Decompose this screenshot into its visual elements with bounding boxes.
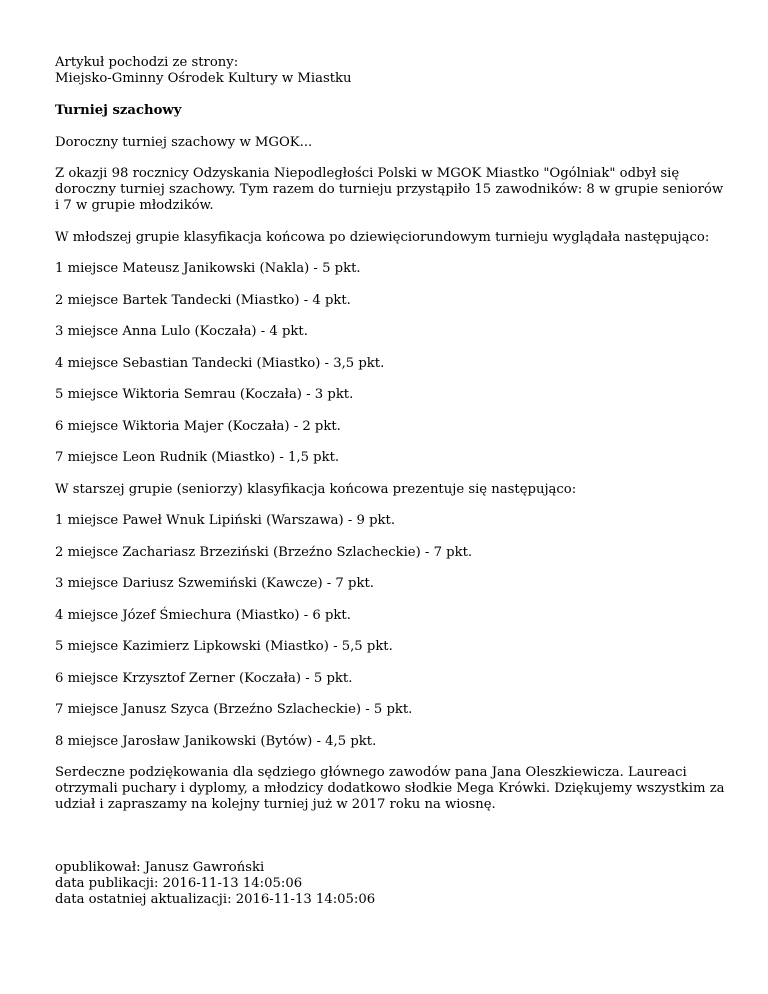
updated-date: data ostatniej aktualizacji: 2016-11-13 14:05:06 (55, 892, 376, 907)
publication-info (55, 860, 725, 908)
source-label: Artykuł pochodzi ze strony: (55, 55, 239, 70)
article-lead: Doroczny turniej szachowy w MGOK... (55, 134, 313, 150)
juniors-result: 1 miejsce Mateusz Janikowski (Nakla) - 5 pkt. (55, 261, 361, 276)
seniors-result: 1 miejsce Paweł Wnuk Lipiński (Warszawa) - 9 pkt. (55, 513, 396, 528)
article-closing: Serdeczne podziękowania dla sędziego głównego zawodów pana Jana Oleszkiewicza. Laureaci otrzymali puchary i dyplomy, a młodzicy dodatkowo słodkie Mega Krówki. Dziękujemy wszystkim za udział i zapraszamy na kolejny turniej już w 2017 roku na wiosnę. (55, 765, 725, 812)
juniors-result: 2 miejsce Bartek Tandecki (Miastko) - 4 pkt. (55, 292, 351, 308)
seniors-result: 4 miejsce Józef Śmiechura (Miastko) - 6 pkt. (55, 607, 351, 623)
juniors-result: 7 miejsce Leon Rudnik (Miastko) - 1,5 pkt. (55, 450, 340, 465)
published-date: data publikacji: 2016-11-13 14:05:06 (55, 876, 303, 891)
source-site-name: Miejsko-Gminny Ośrodek Kultury w Miastku (55, 71, 352, 86)
seniors-result: 8 miejsce Jarosław Janikowski (Bytów) - 4,5 pkt. (55, 733, 377, 749)
article-intro: Z okazji 98 rocznicy Odzyskania Niepodległości Polski w MGOK Miastko "Ogólniak" odbył się doroczny turniej szachowy. Tym razem do turnieju przystąpiło 15 zawodników: 8 w grupie seniorów i 7 w grupie młodzików. (55, 166, 724, 213)
juniors-result: 6 miejsce Wiktoria Majer (Koczała) - 2 pkt. (55, 418, 341, 434)
seniors-result: 2 miejsce Zachariasz Brzeziński (Brzeźno Szlacheckie) - 7 pkt. (55, 544, 473, 560)
juniors-heading: W młodszej grupie klasyfikacja końcowa po dziewięciorundowym turnieju wyglądała następująco: (55, 229, 710, 245)
juniors-result: 4 miejsce Sebastian Tandecki (Miastko) - 3,5 pkt. (55, 355, 385, 371)
juniors-result: 5 miejsce Wiktoria Semrau (Koczała) - 3 pkt. (55, 387, 354, 402)
article-title: Turniej szachowy (55, 103, 182, 118)
seniors-result: 5 miejsce Kazimierz Lipkowski (Miastko) - 5,5 pkt. (55, 639, 393, 654)
juniors-result: 3 miejsce Anna Lulo (Koczała) - 4 pkt. (55, 324, 308, 339)
seniors-result: 6 miejsce Krzysztof Zerner (Koczała) - 5 pkt. (55, 670, 353, 686)
seniors-heading: W starszej grupie (seniorzy) klasyfikacja końcowa prezentuje się następująco: (55, 481, 577, 497)
source-info (55, 55, 725, 87)
seniors-result: 7 miejsce Janusz Szyca (Brzeźno Szlacheckie) - 5 pkt. (55, 702, 413, 717)
article-page (55, 55, 725, 908)
published-by: opublikował: Janusz Gawroński (55, 860, 265, 875)
seniors-result: 3 miejsce Dariusz Szwemiński (Kawcze) - 7 pkt. (55, 576, 374, 591)
